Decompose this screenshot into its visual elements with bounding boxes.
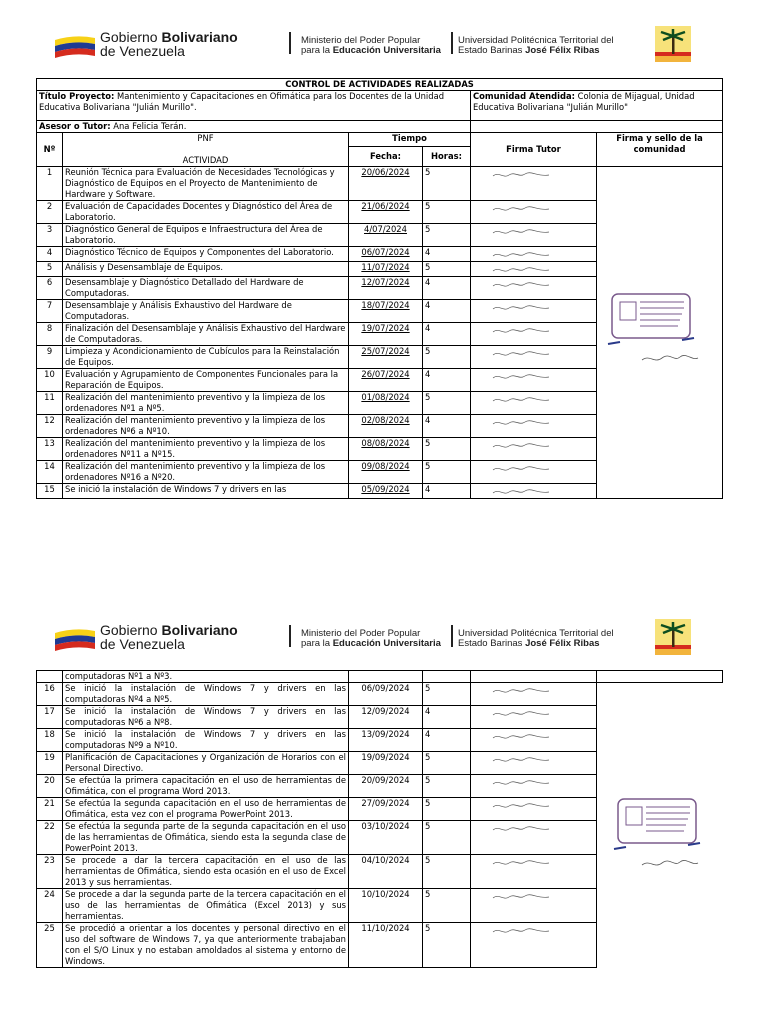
- row-hours: 5: [423, 392, 471, 415]
- row-date: 12/07/2024: [349, 277, 423, 300]
- row-tutor-signature-cell: [471, 461, 597, 484]
- row-date: 19/07/2024: [349, 323, 423, 346]
- continuation-text: computadoras Nº1 a Nº3.: [63, 671, 349, 683]
- row-number: 1: [37, 167, 63, 201]
- row-number: 23: [37, 855, 63, 889]
- row-hours: 5: [423, 438, 471, 461]
- row-activity: Se inició la instalación de Windows 7 y drivers en las computadoras Nº6 a Nº8.: [63, 706, 349, 729]
- row-activity: Se procede a dar la segunda parte de la tercera capacitación en el uso de las herramientas de Ofimática (Excel 2013) y sus herramientas.: [63, 889, 349, 923]
- tutor-signature: [491, 857, 551, 869]
- row-tutor-signature-cell: [471, 346, 597, 369]
- row-tutor-signature-cell: [471, 392, 597, 415]
- col-activity-header: PNF ACTIVIDAD: [63, 133, 349, 167]
- tutor-signature: [491, 302, 551, 314]
- row-date: 20/09/2024: [349, 775, 423, 798]
- table-row: [37, 889, 723, 923]
- document-page-2: [0, 595, 768, 1024]
- row-date: 09/08/2024: [349, 461, 423, 484]
- row-tutor-signature-cell: [471, 323, 597, 346]
- community-stamp: [606, 290, 696, 350]
- tutor-signature: [491, 754, 551, 766]
- row-date: 21/06/2024: [349, 201, 423, 224]
- venezuela-flag-logo: [55, 627, 95, 651]
- row-hours: 4: [423, 729, 471, 752]
- advisor-row: [37, 121, 723, 133]
- row-tutor-signature-cell: [471, 415, 597, 438]
- tutor-signature: [491, 417, 551, 429]
- row-tutor-signature-cell: [471, 262, 597, 277]
- row-date: 06/09/2024: [349, 683, 423, 706]
- row-number: 17: [37, 706, 63, 729]
- row-activity: Planificación de Capacitaciones y Organización de Horarios con el Personal Directivo.: [63, 752, 349, 775]
- row-date: 03/10/2024: [349, 821, 423, 855]
- col-tutor-header: Firma Tutor: [471, 133, 597, 167]
- divider: [451, 32, 453, 54]
- row-hours: 5: [423, 167, 471, 201]
- row-date: 13/09/2024: [349, 729, 423, 752]
- row-number: 21: [37, 798, 63, 821]
- row-activity: Se inició la instalación de Windows 7 y drivers en las computadoras Nº4 a Nº5.: [63, 683, 349, 706]
- row-number: 18: [37, 729, 63, 752]
- row-hours: 5: [423, 461, 471, 484]
- row-number: 14: [37, 461, 63, 484]
- letterhead: [55, 26, 695, 66]
- row-hours: 4: [423, 300, 471, 323]
- row-hours: 5: [423, 683, 471, 706]
- universidad-text: Universidad Politécnica Territorial del Estado Barinas José Félix Ribas: [458, 628, 614, 649]
- tutor-signature: [491, 823, 551, 835]
- continuation-row: [37, 671, 723, 683]
- tutor-signature: [491, 371, 551, 383]
- row-hours: 4: [423, 369, 471, 392]
- row-tutor-signature-cell: [471, 752, 597, 775]
- tutor-signature: [491, 463, 551, 475]
- row-activity: Se efectúa la segunda parte de la segunda capacitación en el uso de las herramientas de Ofimática, siendo esta la segunda clase de PowerPoint 2013.: [63, 821, 349, 855]
- row-hours: 5: [423, 798, 471, 821]
- tutor-signature: [491, 777, 551, 789]
- row-activity: Desensamblaje y Diagnóstico Detallado del Hardware de Computadoras.: [63, 277, 349, 300]
- divider: [289, 625, 291, 647]
- row-tutor-signature-cell: [471, 923, 597, 968]
- gobierno-text: Gobierno Bolivariano de Venezuela: [100, 29, 238, 59]
- row-activity: Diagnóstico Técnico de Equipos y Componentes del Laboratorio.: [63, 247, 349, 262]
- row-hours: 4: [423, 415, 471, 438]
- tutor-signature: [491, 249, 551, 261]
- col-community-header: Firma y sello de la comunidad: [597, 133, 723, 167]
- row-number: 24: [37, 889, 63, 923]
- row-tutor-signature-cell: [471, 369, 597, 392]
- row-number: 5: [37, 262, 63, 277]
- table-row: [37, 729, 723, 752]
- row-hours: 5: [423, 346, 471, 369]
- row-tutor-signature-cell: [471, 277, 597, 300]
- row-number: 8: [37, 323, 63, 346]
- row-hours: 5: [423, 775, 471, 798]
- row-date: 26/07/2024: [349, 369, 423, 392]
- universidad-text: Universidad Politécnica Territorial del Estado Barinas José Félix Ribas: [458, 35, 614, 56]
- advisor-cell: Asesor o Tutor: Ana Felicia Terán.: [37, 121, 471, 133]
- row-tutor-signature-cell: [471, 167, 597, 201]
- row-tutor-signature-cell: [471, 889, 597, 923]
- row-date: 20/06/2024: [349, 167, 423, 201]
- row-date: 02/08/2024: [349, 415, 423, 438]
- row-activity: Reunión Técnica para Evaluación de Necesidades Tecnológicas y Diagnóstico de Equipos en el Proyecto de Mantenimiento de Hardware y Software.: [63, 167, 349, 201]
- row-date: 11/07/2024: [349, 262, 423, 277]
- row-activity: Evaluación y Agrupamiento de Componentes Funcionales para la Reparación de Equipos.: [63, 369, 349, 392]
- row-date: 4/07/2024: [349, 224, 423, 247]
- row-hours: 5: [423, 855, 471, 889]
- header-row: [37, 133, 723, 147]
- row-activity: Se inició la instalación de Windows 7 y drivers en las: [63, 484, 349, 499]
- row-activity: Se inició la instalación de Windows 7 y drivers en las computadoras Nº9 a Nº10.: [63, 729, 349, 752]
- row-activity: Se efectúa la segunda capacitación en el uso de herramientas de Ofimática, esta vez con el programa PowerPoint 2013.: [63, 798, 349, 821]
- community-signature: [640, 352, 700, 366]
- row-hours: 4: [423, 247, 471, 262]
- row-hours: 5: [423, 889, 471, 923]
- row-tutor-signature-cell: [471, 821, 597, 855]
- tutor-signature: [491, 486, 551, 498]
- row-hours: 5: [423, 201, 471, 224]
- venezuela-flag-logo: [55, 34, 95, 58]
- row-tutor-signature-cell: [471, 683, 597, 706]
- row-hours: 5: [423, 821, 471, 855]
- row-number: 19: [37, 752, 63, 775]
- project-row: [37, 91, 723, 121]
- row-number: 9: [37, 346, 63, 369]
- tutor-signature: [491, 226, 551, 238]
- row-activity: Se efectúa la primera capacitación en el uso de herramientas de Ofimática, con el programa Word 2013.: [63, 775, 349, 798]
- row-activity: Evaluación de Capacidades Docentes y Diagnóstico del Área de Laboratorio.: [63, 201, 349, 224]
- row-activity: Análisis y Desensamblaje de Equipos.: [63, 262, 349, 277]
- divider: [289, 32, 291, 54]
- col-time-header: Tiempo: [349, 133, 471, 147]
- row-date: 06/07/2024: [349, 247, 423, 262]
- row-activity: Realización del mantenimiento preventivo y la limpieza de los ordenadores Nº1 a Nº5.: [63, 392, 349, 415]
- row-hours: 4: [423, 277, 471, 300]
- row-hours: 5: [423, 224, 471, 247]
- table-title: CONTROL DE ACTIVIDADES REALIZADAS: [37, 79, 723, 91]
- col-number-header: Nº: [37, 133, 63, 167]
- row-number: 25: [37, 923, 63, 968]
- row-date: 05/09/2024: [349, 484, 423, 499]
- row-hours: 5: [423, 752, 471, 775]
- table-row: [37, 706, 723, 729]
- row-activity: Se procedió a orientar a los docentes y personal directivo en el uso del software de Windows 7, ya que anteriormente trabajaban con el S/O Linux y no estaban amoldados al sistema y entorno de Windows.: [63, 923, 349, 968]
- row-number: 3: [37, 224, 63, 247]
- row-date: 25/07/2024: [349, 346, 423, 369]
- row-date: 10/10/2024: [349, 889, 423, 923]
- row-activity: Finalización del Desensamblaje y Análisis Exhaustivo del Hardware de Computadoras.: [63, 323, 349, 346]
- col-date-header: Fecha:: [349, 147, 423, 167]
- row-number: 12: [37, 415, 63, 438]
- letterhead: [55, 619, 695, 659]
- row-tutor-signature-cell: [471, 706, 597, 729]
- row-date: 18/07/2024: [349, 300, 423, 323]
- row-number: 7: [37, 300, 63, 323]
- project-cell: Título Proyecto: Mantenimiento y Capacitaciones en Ofimática para los Docentes de la Unidad Educativa Bolivariana "Julián Murillo".: [37, 91, 471, 121]
- palm-tree-logo: [655, 26, 691, 62]
- row-date: 08/08/2024: [349, 438, 423, 461]
- row-number: 15: [37, 484, 63, 499]
- row-number: 11: [37, 392, 63, 415]
- row-number: 6: [37, 277, 63, 300]
- row-activity: Limpieza y Acondicionamiento de Cubículos para la Reinstalación de Equipos.: [63, 346, 349, 369]
- table-row: [37, 683, 723, 706]
- row-hours: 4: [423, 323, 471, 346]
- row-number: 10: [37, 369, 63, 392]
- row-number: 22: [37, 821, 63, 855]
- tutor-signature: [491, 731, 551, 743]
- row-number: 13: [37, 438, 63, 461]
- table-row: [37, 752, 723, 775]
- row-hours: 4: [423, 706, 471, 729]
- tutor-signature: [491, 891, 551, 903]
- row-hours: 5: [423, 262, 471, 277]
- tutor-signature: [491, 925, 551, 937]
- row-hours: 5: [423, 923, 471, 968]
- row-tutor-signature-cell: [471, 775, 597, 798]
- row-tutor-signature-cell: [471, 484, 597, 499]
- row-date: 01/08/2024: [349, 392, 423, 415]
- table-title-row: [37, 79, 723, 91]
- community-signature: [640, 857, 700, 871]
- row-activity: Desensamblaje y Análisis Exhaustivo del Hardware de Computadoras.: [63, 300, 349, 323]
- row-hours: 4: [423, 484, 471, 499]
- row-number: 2: [37, 201, 63, 224]
- row-tutor-signature-cell: [471, 224, 597, 247]
- ministerio-text: Ministerio del Poder Popular para la Educación Universitaria: [301, 35, 441, 56]
- tutor-signature: [491, 440, 551, 452]
- row-activity: Se procede a dar la tercera capacitación en el uso de las herramientas de Ofimática, siendo esta ocasión en el uso de Excel 2013 y sus herramientas.: [63, 855, 349, 889]
- row-tutor-signature-cell: [471, 300, 597, 323]
- tutor-signature: [491, 394, 551, 406]
- table-row: [37, 923, 723, 968]
- row-date: 19/09/2024: [349, 752, 423, 775]
- tutor-signature: [491, 264, 551, 276]
- community-cell: Comunidad Atendida: Colonia de Mijagual, Unidad Educativa Bolivariana "Julián Murillo": [471, 91, 723, 121]
- row-number: 16: [37, 683, 63, 706]
- activities-table: [36, 78, 723, 499]
- divider: [451, 625, 453, 647]
- row-date: 12/09/2024: [349, 706, 423, 729]
- community-cell: [597, 671, 723, 683]
- row-tutor-signature-cell: [471, 201, 597, 224]
- row-activity: Realización del mantenimiento preventivo y la limpieza de los ordenadores Nº16 a Nº20.: [63, 461, 349, 484]
- tutor-signature: [491, 685, 551, 697]
- row-tutor-signature-cell: [471, 729, 597, 752]
- row-tutor-signature-cell: [471, 798, 597, 821]
- tutor-signature: [491, 348, 551, 360]
- table-row: [37, 167, 723, 201]
- row-activity: Realización del mantenimiento preventivo y la limpieza de los ordenadores Nº6 a Nº10.: [63, 415, 349, 438]
- palm-tree-logo: [655, 619, 691, 655]
- row-date: 27/09/2024: [349, 798, 423, 821]
- row-activity: Diagnóstico General de Equipos e Infraestructura del Área de Laboratorio.: [63, 224, 349, 247]
- row-tutor-signature-cell: [471, 438, 597, 461]
- gobierno-text: Gobierno Bolivariano de Venezuela: [100, 622, 238, 652]
- row-tutor-signature-cell: [471, 855, 597, 889]
- tutor-signature: [491, 708, 551, 720]
- tutor-signature: [491, 279, 551, 291]
- row-number: 4: [37, 247, 63, 262]
- tutor-signature: [491, 325, 551, 337]
- tutor-signature: [491, 169, 551, 181]
- row-date: 11/10/2024: [349, 923, 423, 968]
- row-date: 04/10/2024: [349, 855, 423, 889]
- row-tutor-signature-cell: [471, 247, 597, 262]
- col-hours-header: Horas:: [423, 147, 471, 167]
- tutor-signature: [491, 800, 551, 812]
- row-number: 20: [37, 775, 63, 798]
- ministerio-text: Ministerio del Poder Popular para la Educación Universitaria: [301, 628, 441, 649]
- community-stamp: [612, 795, 702, 855]
- table-row: [37, 855, 723, 889]
- row-activity: Realización del mantenimiento preventivo y la limpieza de los ordenadores Nº11 a Nº15.: [63, 438, 349, 461]
- tutor-signature: [491, 203, 551, 215]
